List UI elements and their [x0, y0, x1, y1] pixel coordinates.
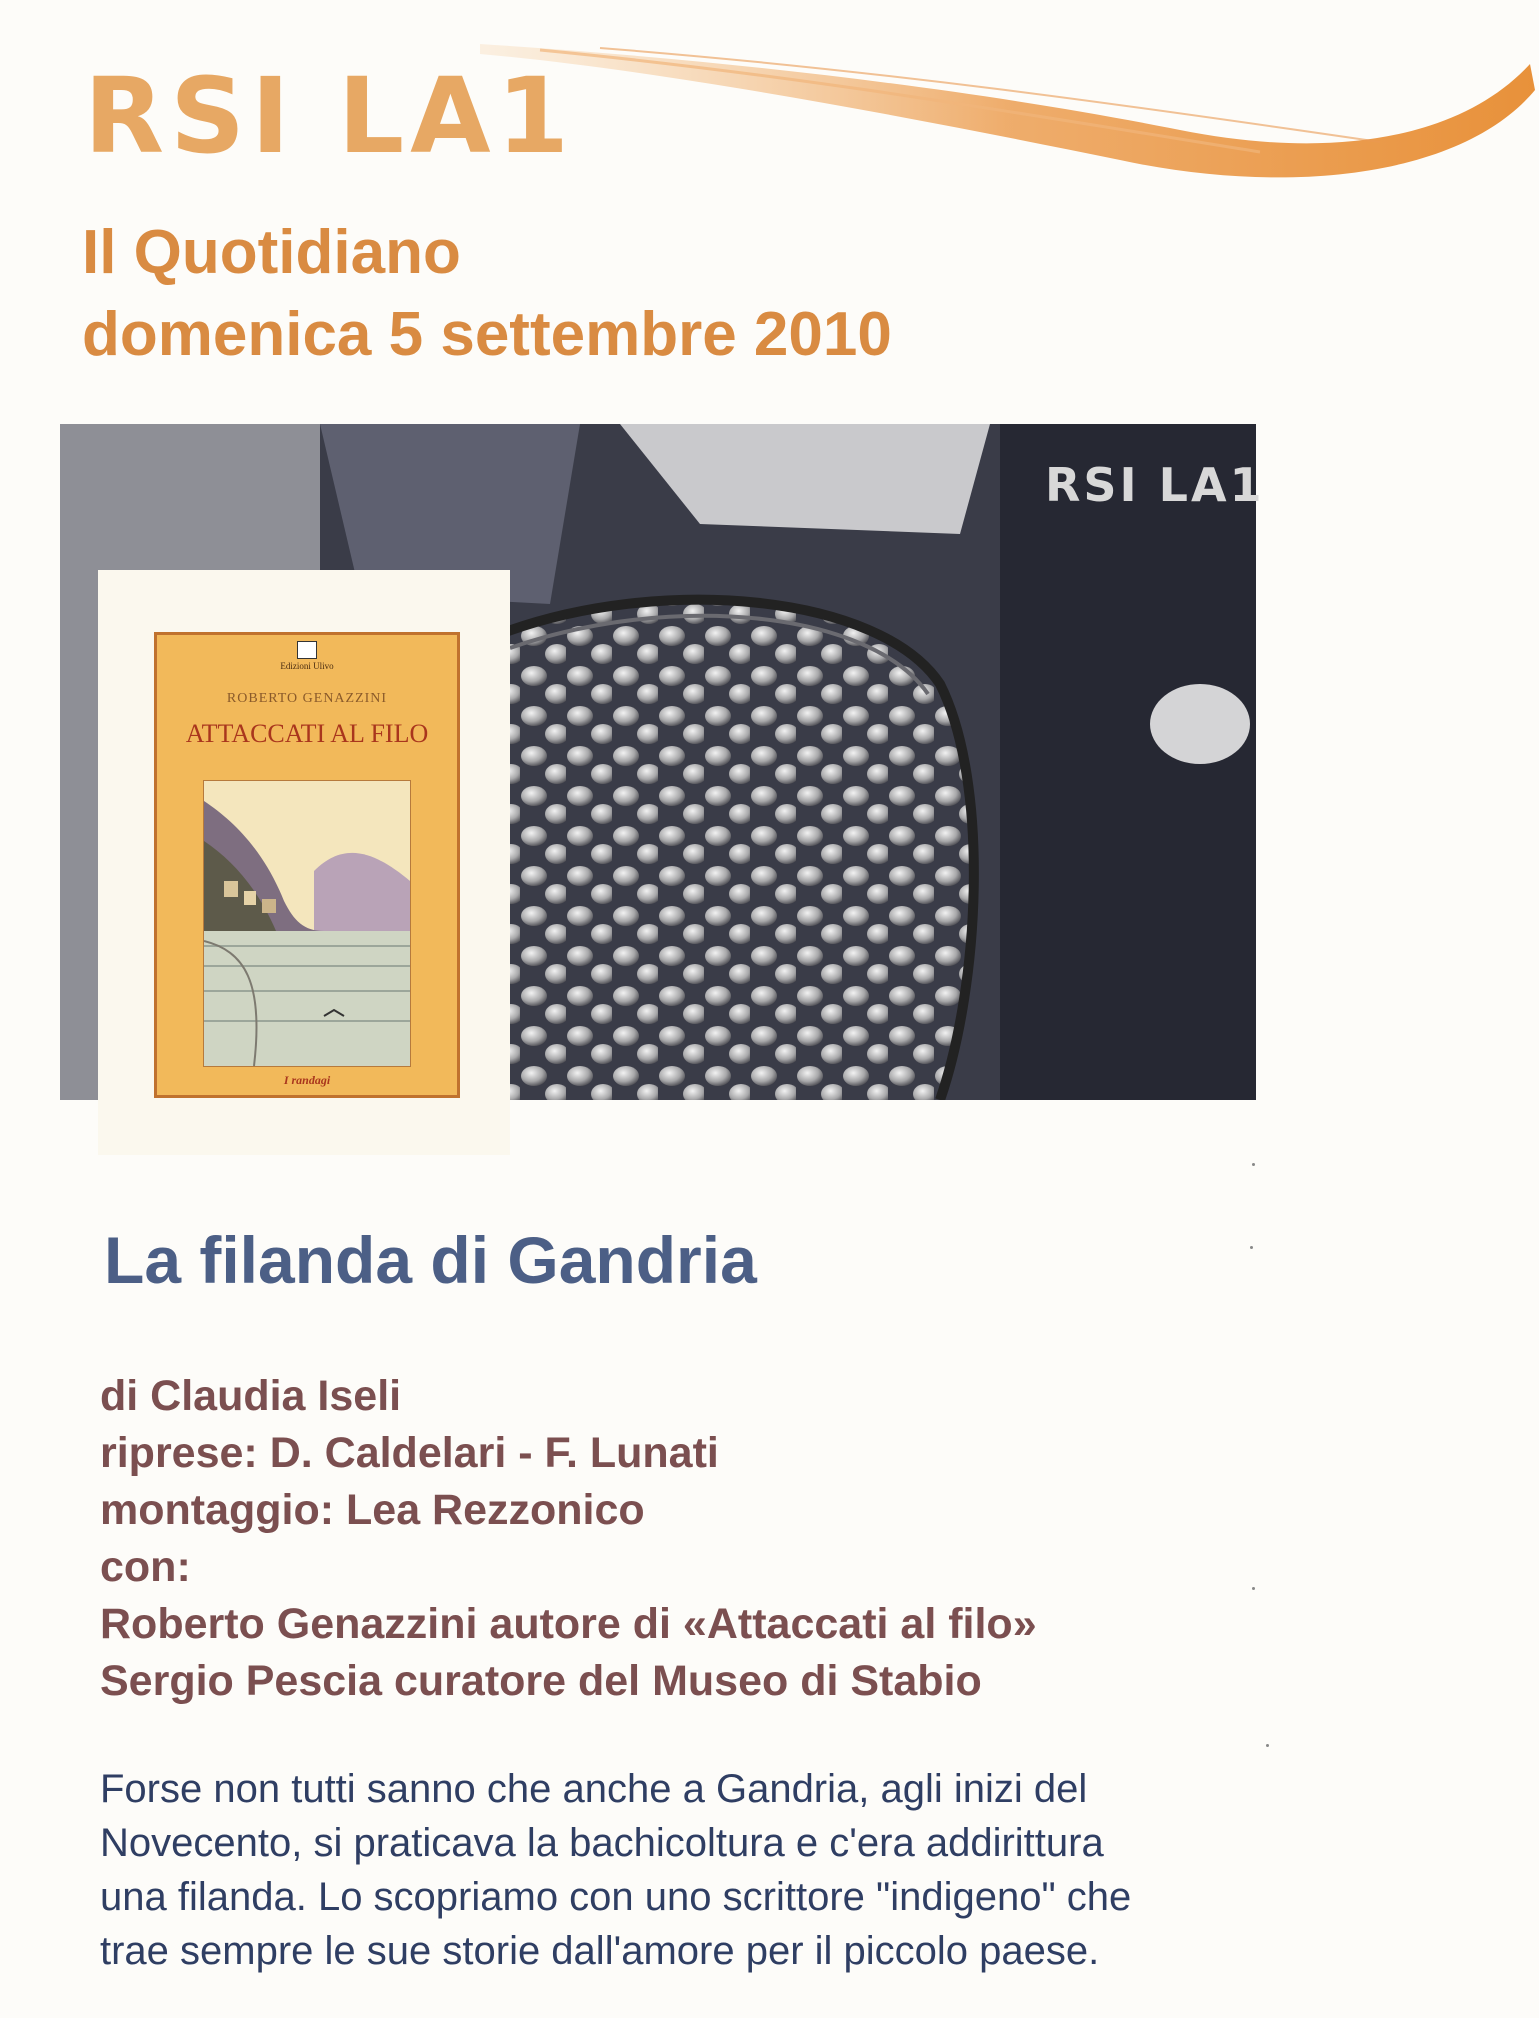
credit-line: di Claudia Iseli	[100, 1372, 402, 1420]
article-credits	[100, 1368, 1037, 1710]
scan-speck	[1266, 1744, 1269, 1747]
credit-line: montaggio: Lea Rezzonico	[100, 1486, 645, 1534]
book-publisher: Edizioni Ulivo	[280, 661, 334, 671]
credit-line: Sergio Pescia curatore del Museo di Stabio	[100, 1657, 982, 1705]
publisher-mark-icon	[297, 641, 317, 659]
book-cover	[154, 632, 460, 1098]
credit-line: Roberto Genazzini autore di «Attaccati al filo»	[100, 1600, 1037, 1648]
book-cover-painting	[203, 780, 411, 1067]
scan-speck	[1252, 1587, 1255, 1590]
publication-date: domenica 5 settembre 2010	[82, 300, 892, 369]
body-line: trae sempre le sue storie dall'amore per il piccolo paese.	[100, 1929, 1100, 1973]
book-series: I randagi	[283, 1073, 331, 1087]
book-author: ROBERTO GENAZZINI	[226, 691, 388, 706]
publication-header	[82, 212, 892, 376]
body-line: Forse non tutti sanno che anche a Gandria, agli inizi del	[100, 1767, 1088, 1811]
article-headline: La filanda di Gandria	[104, 1223, 757, 1297]
book-title: ATTACCATI AL FILO	[185, 719, 429, 748]
credit-line: riprese: D. Caldelari - F. Lunati	[100, 1429, 719, 1477]
scan-speck	[1250, 1246, 1253, 1249]
scan-speck	[1252, 1163, 1255, 1166]
credit-line: con:	[100, 1543, 191, 1591]
header-swoosh-decoration	[480, 30, 1539, 190]
body-line: una filanda. Lo scopriamo con uno scrittore "indigeno" che	[100, 1875, 1132, 1919]
body-line: Novecento, si praticava la bachicoltura e c'era addirittura	[100, 1821, 1104, 1865]
lake-village-painting	[204, 781, 410, 1066]
publication-title: Il Quotidiano	[82, 218, 461, 287]
photo-rsi-la1-watermark: RSI LA1	[1045, 458, 1265, 512]
rsi-la1-logo: RSI LA1	[84, 55, 576, 177]
article-body	[100, 1762, 1300, 1978]
